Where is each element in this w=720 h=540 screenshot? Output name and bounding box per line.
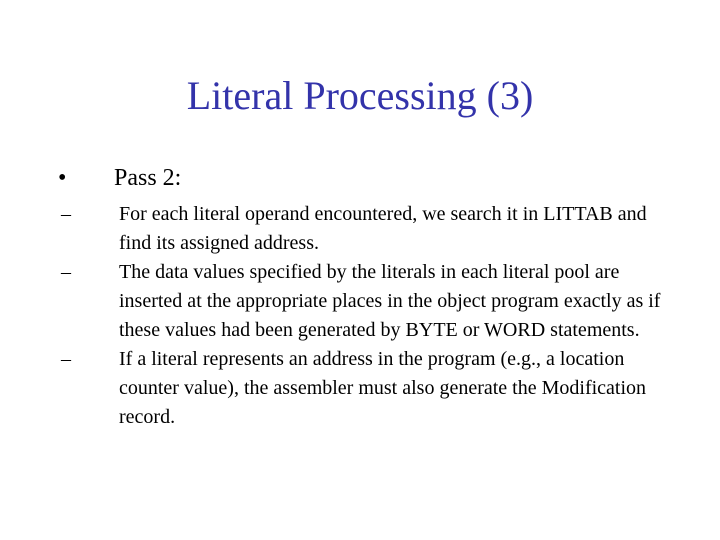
sub-bullet-text: If a literal represents an address in the program (e.g., a location counter value), the assembler must also generate the Modification record.	[119, 348, 647, 428]
bullet-text: Pass 2:	[114, 165, 182, 191]
sub-bullet-modification-record	[61, 345, 668, 432]
slide-content	[58, 160, 668, 432]
slide-title: Literal Processing (3)	[186, 73, 534, 118]
dash-marker: –	[61, 348, 71, 370]
sub-bullet-text: For each literal operand encountered, we search it in LITTAB and find its assigned address.	[119, 203, 647, 254]
sub-bullet-text: The data values specified by the literals in each literal pool are inserted at the appropriate places in the object program exactly as if these values had been generated by BYTE or WORD statements.	[119, 261, 661, 341]
bullet-pass-2	[58, 160, 668, 196]
dash-marker: –	[61, 261, 71, 283]
bullet-marker: •	[58, 165, 67, 191]
sub-bullet-data-values	[61, 258, 668, 345]
dash-marker: –	[61, 203, 71, 225]
sub-bullet-list	[58, 200, 668, 432]
sub-bullet-littab	[61, 200, 668, 258]
